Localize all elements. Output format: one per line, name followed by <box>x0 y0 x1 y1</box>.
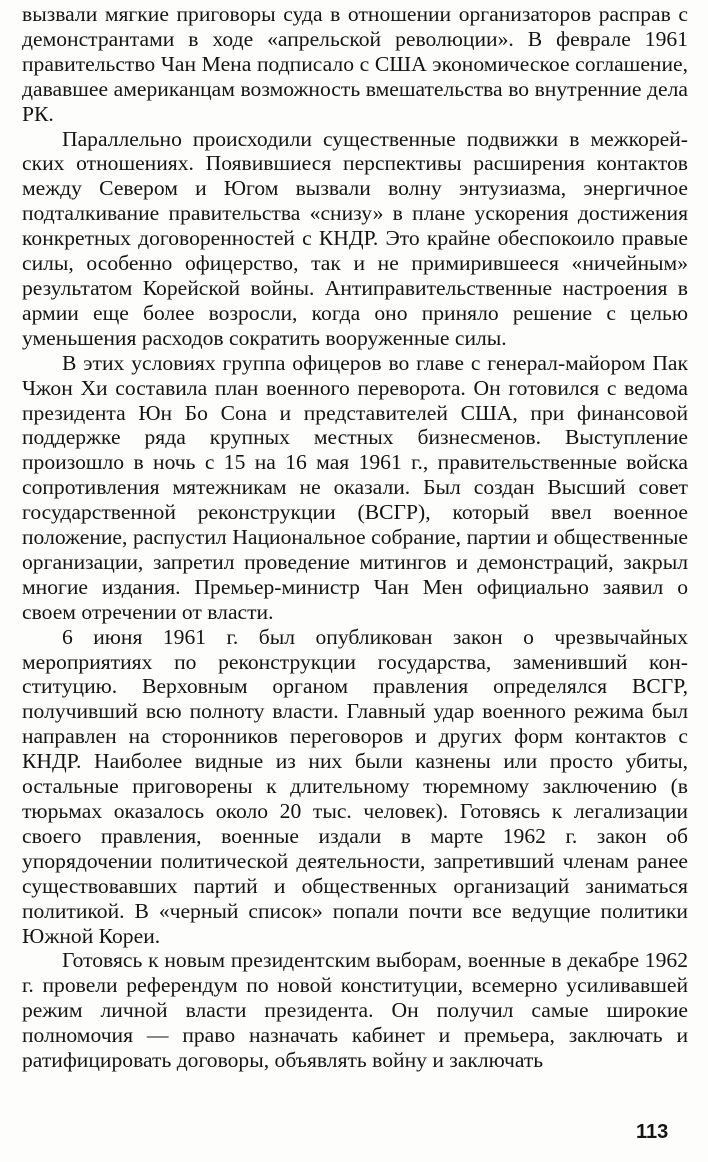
paragraph-1: вызвали мягкие приговоры суда в отношении организаторов расправ с демонстрантами в ходе «апрельской революции». В феврале 1961 правительство Чан Мена подписало с США экономическое соглашение, дававшее американцам возможность вмешательства во внутренние дела РК. <box>22 2 688 126</box>
paragraph-3: В этих условиях группа офицеров во главе с генерал-майором Пак Чжон Хи составила план военного переворота. Он готовился с ведома президента Юн Бо Сона и представителей США, при финансовой поддержке ряда крупных местных бизнесменов. Выступление произошло в ночь с 15 на 16 мая 1961 г., правительственные войска сопротивления мятежникам не оказали. Был создан Высший совет государственной реконструкции (ВСГР), который ввел военное положение, распустил Национальное собрание, партии и общественные организации, запретил проведение митингов и демонстраций, закрыл многие издания. Премьер-министр Чан Мен официально заявил о своем отречении от власти. <box>22 350 688 624</box>
paragraph-5: Готовясь к новым президентским выборам, военные в декабре 1962 г. провели референдум по новой конституции, всемерно усиливавшей режим личной власти президента. Он получил самые широкие полномочия — право назначать кабинет и премьера, заключать и ратифицировать договоры, объявлять войну и заключать <box>22 948 688 1073</box>
body-text <box>22 2 688 1073</box>
paragraph-2: Параллельно происходили существенные подвижки в межкорейских отношениях. Появившиеся перспективы расширения контактов между Севером и Югом вызвали волну энтузиазма, энергичное подталкивание правительства «снизу» в плане ускорения достижения конкретных договоренностей с КНДР. Это крайне обеспокоило правые силы, особенно офицерство, так и не примирившееся «ничейным» результатом Корейской войны. Антиправительственные настроения в армии еще более возросли, когда оно приняло решение с целью уменьшения расходов сократить вооруженные силы. <box>22 126 688 350</box>
page-number: 113 <box>636 1121 669 1143</box>
paragraph-4: 6 июня 1961 г. был опубликован закон о чрезвычайных мероприятиях по реконструкции государства, заменивший конституцию. Верховным органом правления определялся ВСГР, получивший всю полноту власти. Главный удар военного режима был направлен на сторонников переговоров и других форм контактов с КНДР. Наиболее видные из них были казнены или просто убиты, остальные приговорены к длительному тюремному заключению (в тюрьмах оказалось около 20 тыс. человек). Готовясь к легализации своего правления, военные издали в марте 1962 г. закон об упорядочении политической деятельности, запретивший членам ранее существовавших партий и общественных организаций заниматься политикой. В «черный список» попали почти все ведущие политики Южной Кореи. <box>22 624 688 948</box>
